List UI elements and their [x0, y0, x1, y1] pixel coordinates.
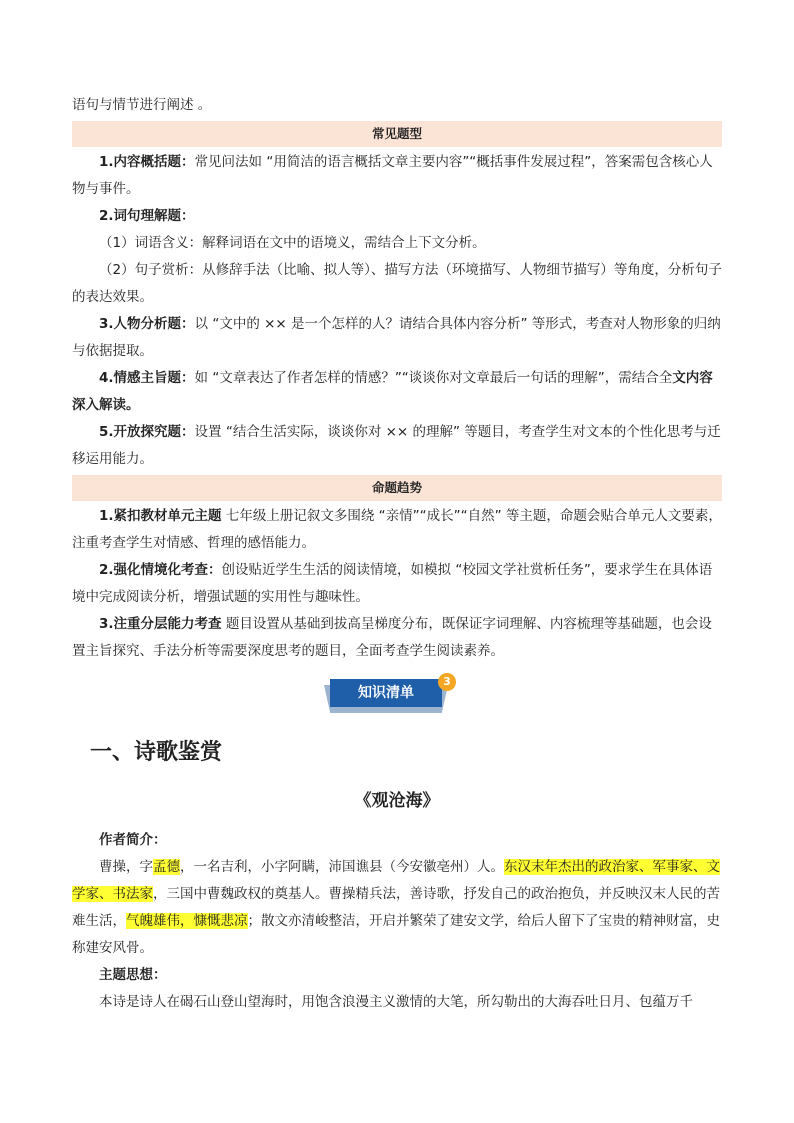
theme-label: 主题思想： [99, 967, 167, 983]
ribbon-number-badge: 3 [438, 673, 456, 691]
question-type-4-tail: 文内容深入解读。 [72, 370, 713, 413]
trend-3-text: 题目设置从基础到拔高呈梯度分布，既保证字词理解、内容梳理等基础题，也会设置主旨探究、手法分析等需要深度思考的题目，全面考查学生阅读素养。 [72, 616, 712, 659]
author-intro-text [72, 854, 722, 962]
trend-2-text: 创设贴近学生生活的阅读情境，如模拟 “校园文学社赏析任务”，要求学生在具体语境中完成阅读分析，增强试题的实用性与趣味性。 [72, 562, 713, 605]
trend-3-label: 3.注重分层能力考查 [99, 616, 222, 632]
author-text-1: 曹操，字 [99, 859, 153, 875]
question-type-1-text: 常见问法如 “用简洁的语言概括文章主要内容”“概括事件发展过程”，答案需包含核心人物与事件。 [72, 154, 713, 197]
trend-2 [72, 557, 722, 611]
section-band-trends: 命题趋势 [72, 475, 722, 501]
question-type-2 [72, 203, 722, 230]
author-highlight-courtesy-name: 孟德 [153, 859, 180, 875]
author-intro-label: 作者简介： [99, 832, 167, 848]
ribbon-label: 知识清单 [330, 679, 442, 707]
section-band-question-types: 常见题型 [72, 121, 722, 147]
intro-line: 语句与情节进行阐述 。 [72, 97, 212, 113]
trend-3 [72, 611, 722, 665]
question-type-3 [72, 311, 722, 365]
trend-2-label: 2.强化情境化考查： [99, 562, 222, 578]
question-type-1 [72, 149, 722, 203]
question-type-5-label: 5.开放探究题： [99, 424, 195, 440]
question-type-3-text: 以 “文中的 ×× 是一个怎样的人？请结合具体内容分析” 等形式，考查对人物形象的归纳与依据提取。 [72, 316, 721, 359]
author-text-3: ，三国中曹魏政权的奠基人。曹操精兵法，善诗歌，抒发自己的政治抱负，并反映汉末人民的苦难生活， [72, 886, 720, 929]
trend-1-label: 1.紧扣教材单元主题 [99, 508, 222, 524]
knowledge-list-banner [72, 673, 722, 717]
question-type-4-text: 如 “文章表达了作者怎样的情感？”“谈谈你对文章最后一句话的理解”，需结合全 [194, 370, 673, 386]
question-type-2b: （2）句子赏析：从修辞手法（比喻、拟人等）、描写方法（环境描写、人物细节描写）等角度，分析句子的表达效果。 [72, 262, 722, 305]
poem-title: 《观沧海》 [354, 791, 440, 811]
trend-1 [72, 503, 722, 557]
question-type-2-label: 2.词句理解题： [99, 208, 195, 224]
author-text-2: ，一名吉利，小字阿瞒，沛国谯县（今安徽亳州）人。 [180, 859, 504, 875]
theme-text: 本诗是诗人在碣石山登山望海时，用饱含浪漫主义激情的大笔，所勾勒出的大海吞吐日月、包蕴万千 [99, 994, 693, 1010]
heading-poetry-appreciation: 一、诗歌鉴赏 [90, 740, 223, 765]
author-highlight-titles: 东汉末年杰出的政治家、军事家、文学家、书法家 [72, 859, 720, 902]
question-type-2a: （1）词语含义：解释词语在文中的语境义，需结合上下文分析。 [99, 235, 486, 251]
author-highlight-style: 气魄雄伟，慷慨悲凉 [126, 913, 248, 929]
question-type-4-label: 4.情感主旨题： [99, 370, 195, 386]
document-page [72, 92, 722, 1016]
trend-1-text: 七年级上册记叙文多围绕 “亲情”“成长”“自然” 等主题，命题会贴合单元人文要素，注重考查学生对情感、哲理的感悟能力。 [72, 508, 722, 551]
author-text-4: ；散文亦清峻整洁，开启并繁荣了建安文学，给后人留下了宝贵的精神财富，史称建安风骨。 [72, 913, 720, 956]
question-type-5-text: 设置 “结合生活实际，谈谈你对 ×× 的理解” 等题目，考查学生对文本的个性化思考与迁移运用能力。 [72, 424, 721, 467]
question-type-3-label: 3.人物分析题： [99, 316, 195, 332]
question-type-1-label: 1.内容概括题： [99, 154, 195, 170]
question-type-4 [72, 365, 722, 419]
question-type-5 [72, 419, 722, 473]
